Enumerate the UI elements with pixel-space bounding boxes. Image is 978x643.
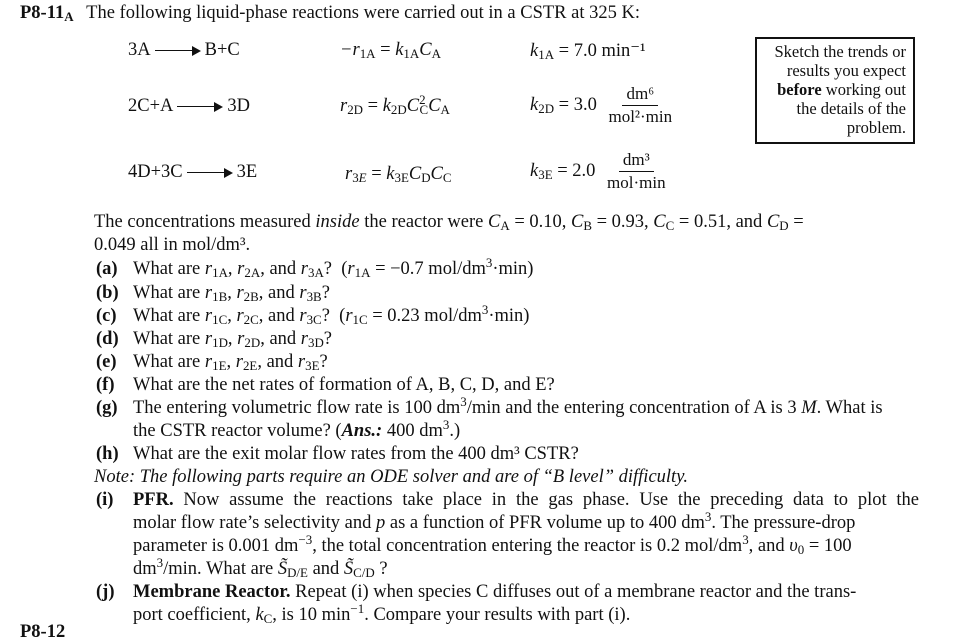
concentrations-line-1: The concentrations measured inside the reactor were $C_A = 0.10$, $C_B = 0.93$, $C_C = 0.51$, and $C_D$ =	[94, 212, 804, 234]
question-i-line-3: parameter is 0.001 $dm^{-3}$, the total concentration entering the reactor is 0.2 mol/$dm^3$, and $\upsilon_0 = 100$	[133, 531, 852, 558]
arrow-icon	[155, 46, 201, 56]
reaction-1-k: $k_{1A} = 7.0$ min⁻¹	[530, 41, 646, 63]
question-i-line-4: $dm^3/\min$. What are $S̃_{D/E}$ and $S̃_{C/D}$ ?	[133, 554, 388, 581]
question-j-line-1: Membrane Reactor. Repeat (i) when species C diffuses out of a membrane reactor and the trans-	[133, 582, 857, 602]
reaction-3-k: $k_{3E} = 2.0$ $\frac{\text{dm³}}{\text{mol·min}}$	[530, 150, 666, 192]
question-g-line-2: the CSTR reactor volume? (Ans.: 400 $dm^3$.)	[133, 416, 461, 441]
question-h-label: (h)	[96, 444, 119, 464]
question-b-text: What are $r_{1B}$, $r_{2B}$, and $r_{3B}$?	[133, 283, 330, 305]
question-d-text: What are $r_{1D}$, $r_{2D}$, and $r_{3D}$?	[133, 329, 333, 351]
question-g-label: (g)	[96, 398, 118, 418]
next-problem-cutoff: P8-12	[20, 622, 66, 642]
question-j-label: (j)	[96, 582, 115, 602]
concentrations-line-2: 0.049 all in mol/dm³.	[94, 235, 251, 255]
problem-header	[20, 3, 640, 24]
reaction-1-rate: $-r_{1A} = k_{1A}C_A$	[340, 40, 441, 62]
arrow-icon	[177, 102, 223, 112]
reaction-2-k: $k_{2D} = 3.0$ $\frac{\text{dm⁶}}{\text{mol²·min}}$	[530, 84, 673, 126]
question-e-label: (e)	[96, 352, 117, 372]
question-a-text: What are $r_{1A}$, $r_{2A}$, and $r_{3A}$? ($r_{1A} = -0.7$ mol/$dm^3\cdot\min$)	[133, 254, 534, 281]
question-a-label: (a)	[96, 259, 118, 279]
reaction-3-rate: $r_{3E} = k_{3E}C_DC_C$	[345, 164, 452, 186]
question-f-text: What are the net rates of formation of A, B, C, D, and E?	[133, 375, 555, 395]
question-h-text: What are the exit molar flow rates from the 400 dm³ CSTR?	[133, 444, 579, 464]
question-c-label: (c)	[96, 306, 117, 326]
question-f-label: (f)	[96, 375, 115, 395]
arrow-icon	[187, 168, 233, 178]
question-i-line-2: molar flow rate’s selectivity and p as a function of PFR volume up to 400 $dm^3$. The pressure-drop	[133, 508, 856, 533]
reaction-2-rate: $r_{2D} = k_{2D}C^2_CC_A$	[340, 91, 450, 118]
reaction-1-equation: 3A B+C	[128, 40, 240, 60]
question-g-line-1: The entering volumetric flow rate is 100 $dm^3/\min$ and the entering concentration of A is 3 M. What is	[133, 393, 883, 418]
reaction-2-equation: 2C+A 3D	[128, 96, 251, 116]
question-j-line-2: port coefficient, $k_C$, is 10 $\min^{-1}$. Compare your results with part (i).	[133, 600, 631, 627]
question-d-label: (d)	[96, 329, 119, 349]
question-e-text: What are $r_{1E}$, $r_{2E}$, and $r_{3E}$?	[133, 352, 328, 374]
question-b-label: (b)	[96, 283, 119, 303]
ode-note: Note: The following parts require an ODE solver and are of “B level” difficulty.	[94, 467, 689, 487]
problem-number: $P8-11_A$	[20, 3, 74, 25]
intro-text: The following liquid-phase reactions were carried out in a CSTR at 325 K:	[86, 3, 640, 23]
reaction-3-equation: 4D+3C 3E	[128, 162, 258, 182]
sketch-trends-box: Sketch the trends or results you expect before working out the details of the problem.	[755, 37, 915, 144]
question-i-label: (i)	[96, 490, 114, 510]
question-c-text: What are $r_{1C}$, $r_{2C}$, and $r_{3C}$? ($r_{1C} = 0.23$ mol/$dm^3\cdot\min$)	[133, 301, 530, 328]
question-i-line-1: PFR. Now assume the reactions take place in the gas phase. Use the preceding data to plot the	[133, 490, 919, 510]
